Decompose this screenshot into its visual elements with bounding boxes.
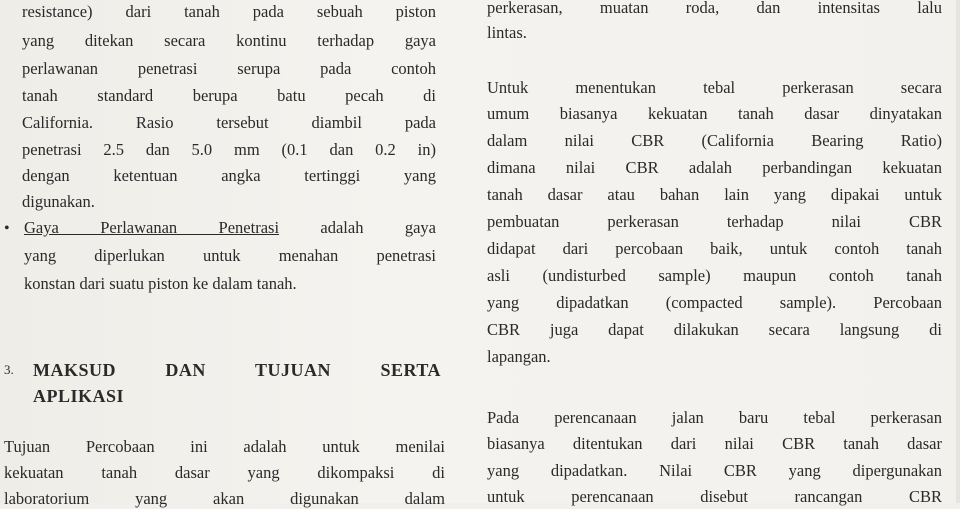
left-p2-line: kekuatan tanah dasar yang dikompaksi di [4, 463, 445, 482]
left-p1-line: penetrasi 2.5 dan 5.0 mm (0.1 dan 0.2 in) [22, 140, 436, 159]
right-p1-line: lapangan. [487, 347, 551, 366]
left-p1-line: California. Rasio tersebut diambil pada [22, 113, 436, 132]
bullet-line: konstan dari suatu piston ke dalam tanah. [24, 274, 297, 293]
section-title-line2: APLIKASI [33, 386, 125, 406]
left-p1-line: tanah standard berupa batu pecah di [22, 86, 436, 105]
left-p1-line: perlawanan penetrasi serupa pada contoh [22, 59, 436, 78]
left-p1-line: resistance) dari tanah pada sebuah piston [22, 2, 436, 21]
right-p1-line: Untuk menentukan tebal perkerasan secara [487, 78, 942, 97]
bullet-line: yang diperlukan untuk menahan penetrasi [24, 246, 436, 265]
right-p1-line: umum biasanya kekuatan tanah dasar dinyatakan [487, 104, 942, 123]
right-p2-line: yang dipadatkan. Nilai CBR yang dipergunakan [487, 461, 942, 480]
right-p1-line: yang dipadatkan (compacted sample). Percobaan [487, 293, 942, 312]
right-p0-line: perkerasan, muatan roda, dan intensitas lalu [487, 0, 942, 17]
right-p2-line: untuk perencanaan disebut rancangan CBR [487, 487, 942, 506]
left-p1-line: digunakan. [22, 192, 95, 211]
right-p1-line: dalam nilai CBR (California Bearing Ratio) [487, 131, 942, 150]
right-p2-line: biasanya ditentukan dari nilai CBR tanah dasar [487, 434, 942, 453]
section-title-line1: MAKSUD DAN TUJUAN SERTA [33, 360, 441, 380]
bullet-first-rest: adalah gaya [279, 218, 436, 237]
left-p1-line: yang ditekan secara kontinu terhadap gaya [22, 31, 436, 50]
right-p1-line: asli (undisturbed sample) maupun contoh tanah [487, 266, 942, 285]
right-p1-line: pembuatan perkerasan terhadap nilai CBR [487, 212, 942, 231]
bullet-first-line [24, 218, 436, 238]
section-number: 3. [4, 362, 14, 377]
left-p2-line: laboratorium yang akan digunakan dalam [4, 489, 445, 508]
left-p2-line: Tujuan Percobaan ini adalah untuk menilai [4, 437, 445, 456]
bullet-marker: • [4, 220, 10, 237]
right-p1-line: dimana nilai CBR adalah perbandingan kekuatan [487, 158, 942, 177]
right-p2-line: Pada perencanaan jalan baru tebal perkerasan [487, 408, 942, 427]
right-p0-line: lintas. [487, 23, 527, 42]
right-p1-line: didapat dari percobaan baik, untuk contoh tanah [487, 239, 942, 258]
right-p1-line: tanah dasar atau bahan lain yang dipakai untuk [487, 185, 942, 204]
left-p1-line: dengan ketentuan angka tertinggi yang [22, 166, 436, 185]
page-edge-shadow [956, 0, 960, 503]
right-p1-line: CBR juga dapat dilakukan secara langsung di [487, 320, 942, 339]
bullet-term: Gaya Perlawanan Penetrasi [24, 218, 280, 237]
